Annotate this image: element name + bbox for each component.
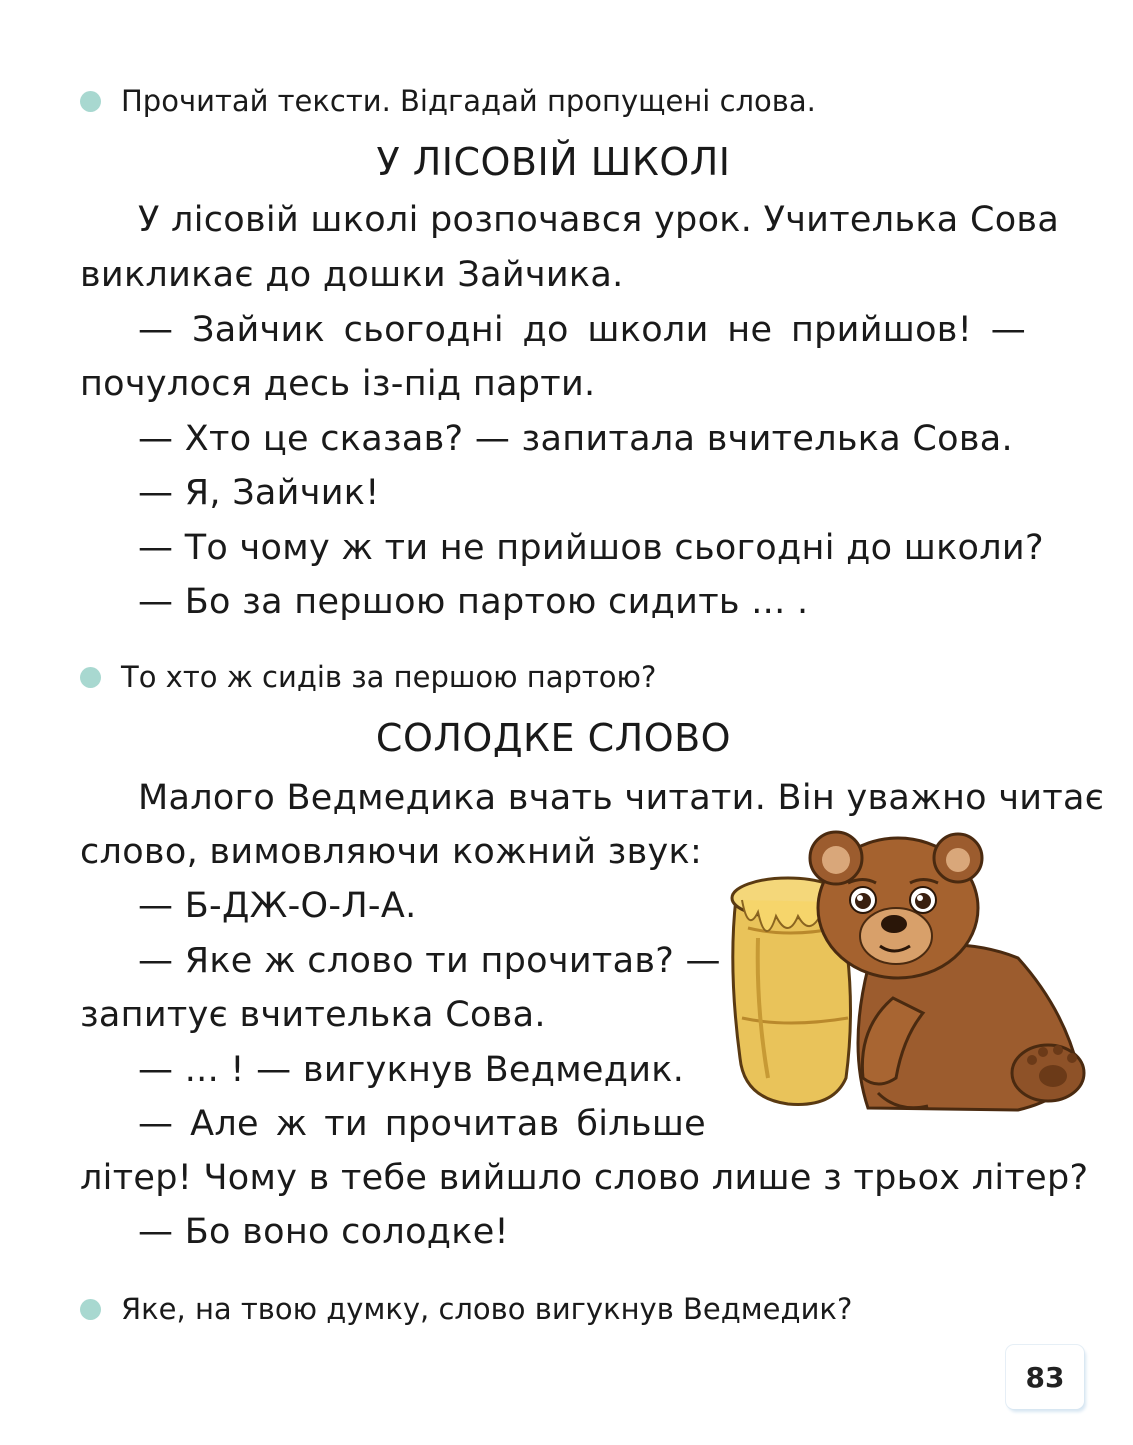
bear-icon bbox=[810, 832, 1084, 1110]
story2-line-2: слово, вимовляючи кожний звук: bbox=[80, 832, 703, 872]
story1-line-4: почулося десь із-під парти. bbox=[80, 364, 596, 404]
bear-with-honey-illustration bbox=[718, 828, 1096, 1128]
story2-line-6: — ... ! — вигукнув Ведмедик. bbox=[138, 1050, 685, 1090]
story2-line-3: — Б-ДЖ-О-Л-А. bbox=[138, 886, 417, 926]
story2-line-4: — Яке ж слово ти прочитав? — bbox=[138, 941, 721, 981]
story1-line-8: — Бо за першою партою сидить ... . bbox=[138, 582, 809, 622]
story1-line-6: — Я, Зайчик! bbox=[138, 473, 380, 513]
story2-line-5: запитує вчителька Сова. bbox=[80, 995, 546, 1035]
story2-line-7: — Але ж ти прочитав більше bbox=[138, 1104, 706, 1144]
story-title-1: У ЛІСОВІЙ ШКОЛІ bbox=[376, 140, 731, 184]
task-prompt-2: То хто ж сидів за першою партою? bbox=[80, 660, 656, 694]
story1-line-2: викликає до дошки Зайчика. bbox=[80, 255, 624, 295]
page-number: 83 bbox=[1025, 1360, 1065, 1394]
story-title-2: СОЛОДКЕ СЛОВО bbox=[375, 716, 732, 760]
story2-line-8: літер! Чому в тебе вийшло слово лише з трьох літер? bbox=[80, 1158, 1089, 1198]
task-prompt-3: Яке, на твою думку, слово вигукнув Ведмедик? bbox=[80, 1292, 852, 1326]
task-prompt-1: Прочитай тексти. Відгадай пропущені слова. bbox=[80, 84, 816, 118]
story1-line-1: У лісовій школі розпочався урок. Учителька Сова bbox=[138, 200, 1060, 240]
bullet-dot bbox=[80, 91, 101, 112]
story2-line-9: — Бо воно солодке! bbox=[138, 1212, 509, 1252]
story1-line-5: — Хто це сказав? — запитала вчителька Сова. bbox=[138, 419, 1013, 459]
story2-line-1: Малого Ведмедика вчать читати. Він уважно читає bbox=[138, 778, 1105, 818]
story1-line-7: — То чому ж ти не прийшов сьогодні до школи? bbox=[138, 528, 1044, 568]
bullet-dot bbox=[80, 1299, 101, 1320]
page-number-badge bbox=[1006, 1345, 1084, 1409]
bullet-dot bbox=[80, 667, 101, 688]
story1-line-3: — Зайчик сьогодні до школи не прийшов! — bbox=[138, 310, 1026, 350]
